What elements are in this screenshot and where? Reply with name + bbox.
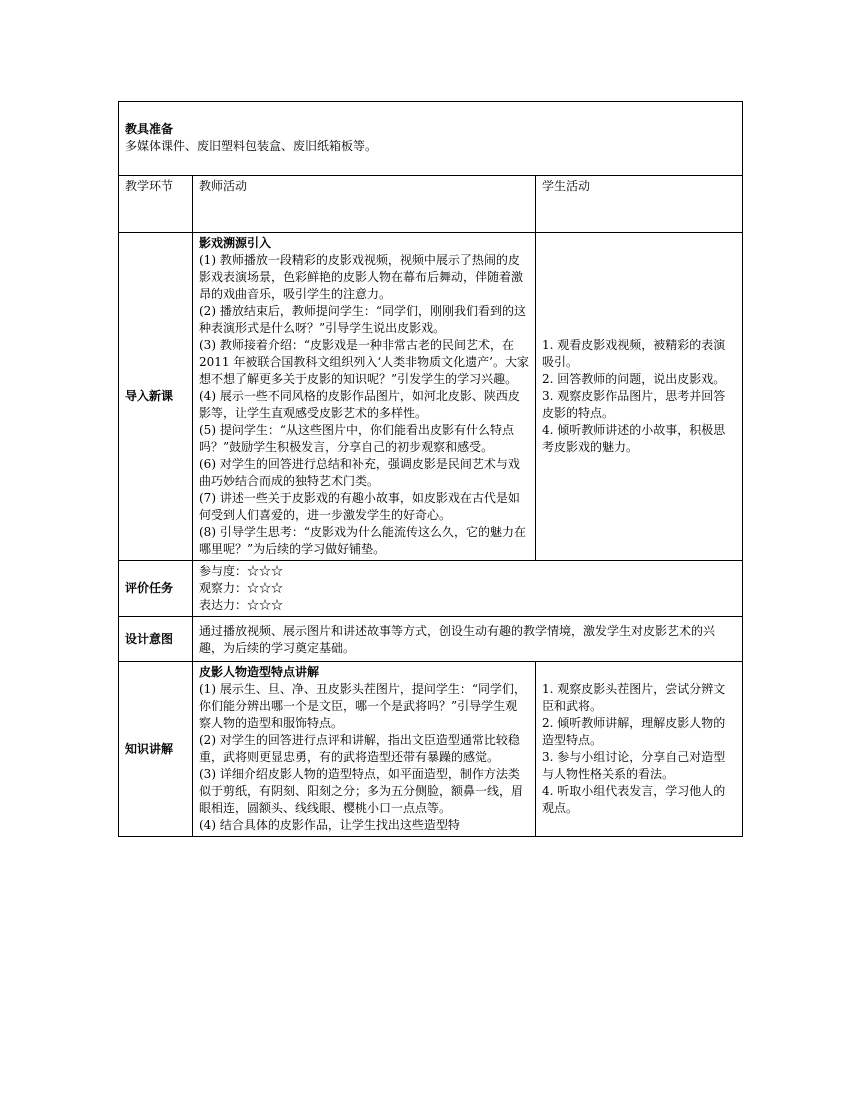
evaluation-item: 参与度：☆☆☆ [199, 564, 284, 578]
prep-title: 教具准备 [125, 122, 174, 136]
intro-student-cell [536, 233, 743, 561]
intro-teacher-item: (6) 对学生的回答进行总结和补充，强调皮影是民间艺术与戏曲巧妙结合而成的独特艺术门类。 [199, 457, 520, 488]
prep-cell [119, 102, 743, 176]
prep-row [119, 102, 743, 176]
knowledge-student-cell [536, 662, 743, 837]
knowledge-student-item: 3. 参与小组讨论，分享自己对造型与人物性格关系的看法。 [542, 750, 726, 781]
knowledge-row [119, 662, 743, 837]
intro-teacher-item: (7) 讲述一些关于皮影戏的有趣小故事，如皮影戏在古代是如何受到人们喜爱的，进一步激发学生的好奇心。 [199, 491, 520, 522]
knowledge-student-item: 4. 听取小组代表发言，学习他人的观点。 [542, 784, 726, 815]
knowledge-teacher-item: (3) 详细介绍皮影人物的造型特点，如平面造型，制作方法类似于剪纸，有阴刻、阳刻之分；多为五分侧脸，额鼻一线，眉眼相连，圆额头、线线眼、樱桃小口一点点等。 [199, 767, 524, 815]
design-text: 通过播放视频、展示图片和讲述故事等方式，创设生动有趣的教学情境，激发学生对皮影艺术的兴趣，为后续的学习奠定基础。 [193, 617, 743, 662]
header-teacher: 教师活动 [193, 176, 536, 233]
header-row [119, 176, 743, 233]
intro-title: 影戏溯源引入 [199, 236, 272, 250]
intro-teacher-item: (5) 提问学生：“从这些图片中，你们能看出皮影有什么特点吗？”鼓励学生积极发言，分享自己的初步观察和感受。 [199, 423, 514, 454]
knowledge-teacher-item: (2) 对学生的回答进行点评和讲解，指出文臣造型通常比较稳重，武将则更显忠勇，有的武将造型还带有暴躁的感觉。 [199, 733, 520, 764]
intro-teacher-item: (3) 教师接着介绍：“皮影戏是一种非常古老的民间艺术，在 2011 年被联合国教科文组织列入‘人类非物质文化遗产’。大家想不想了解更多关于皮影的知识呢？”引发学生的学习兴趣。 [199, 338, 529, 386]
evaluation-item: 观察力：☆☆☆ [199, 581, 284, 595]
knowledge-teacher-item: (4) 结合具体的皮影作品，让学生找出这些造型特 [199, 818, 460, 832]
intro-teacher-item: (8) 引导学生思考：“皮影戏为什么能流传这么久，它的魅力在哪里呢？”为后续的学习做好铺垫。 [199, 525, 526, 556]
knowledge-title: 皮影人物造型特点讲解 [199, 665, 320, 679]
knowledge-teacher-item: (1) 展示生、旦、净、丑皮影头茬图片，提问学生：“同学们，你们能分辨出哪一个是文臣，哪一个是武将吗？”引导学生观察人物的造型和服饰特点。 [199, 682, 526, 730]
intro-student-item: 2. 回答教师的问题，说出皮影戏。 [542, 372, 726, 386]
evaluation-item: 表达力：☆☆☆ [199, 598, 284, 612]
header-student: 学生活动 [536, 176, 743, 233]
knowledge-student-item: 1. 观察皮影头茬图片，尝试分辨文臣和武将。 [542, 682, 726, 713]
intro-teacher-cell [193, 233, 536, 561]
intro-teacher-item: (2) 播放结束后，教师提问学生：“同学们，刚刚我们看到的这种表演形式是什么呀？”引导学生说出皮影戏。 [199, 304, 526, 335]
intro-teacher-item: (4) 展示一些不同风格的皮影作品图片，如河北皮影、陕西皮影等，让学生直观感受皮影艺术的多样性。 [199, 389, 520, 420]
intro-student-item: 3. 观察皮影作品图片，思考并回答皮影的特点。 [542, 389, 726, 420]
intro-row [119, 233, 743, 561]
intro-student-item: 4. 倾听教师讲述的小故事，积极思考皮影戏的魅力。 [542, 423, 726, 454]
prep-text: 多媒体课件、废旧塑料包装盒、废旧纸箱板等。 [125, 139, 378, 153]
intro-student-item: 1. 观看皮影戏视频，被精彩的表演吸引。 [542, 338, 726, 369]
knowledge-teacher-cell [193, 662, 536, 837]
knowledge-stage: 知识讲解 [119, 662, 193, 837]
design-row [119, 617, 743, 662]
evaluation-stage: 评价任务 [119, 561, 193, 617]
lesson-plan-table [118, 101, 743, 837]
evaluation-row [119, 561, 743, 617]
evaluation-cell [193, 561, 743, 617]
intro-teacher-item: (1) 教师播放一段精彩的皮影戏视频，视频中展示了热闹的皮影戏表演场景，色彩鲜艳的皮影人物在幕布后舞动，伴随着激昂的戏曲音乐，吸引学生的注意力。 [199, 253, 524, 301]
knowledge-student-item: 2. 倾听教师讲解，理解皮影人物的造型特点。 [542, 716, 726, 747]
design-stage: 设计意图 [119, 617, 193, 662]
header-stage: 教学环节 [119, 176, 193, 233]
intro-stage: 导入新课 [119, 233, 193, 561]
